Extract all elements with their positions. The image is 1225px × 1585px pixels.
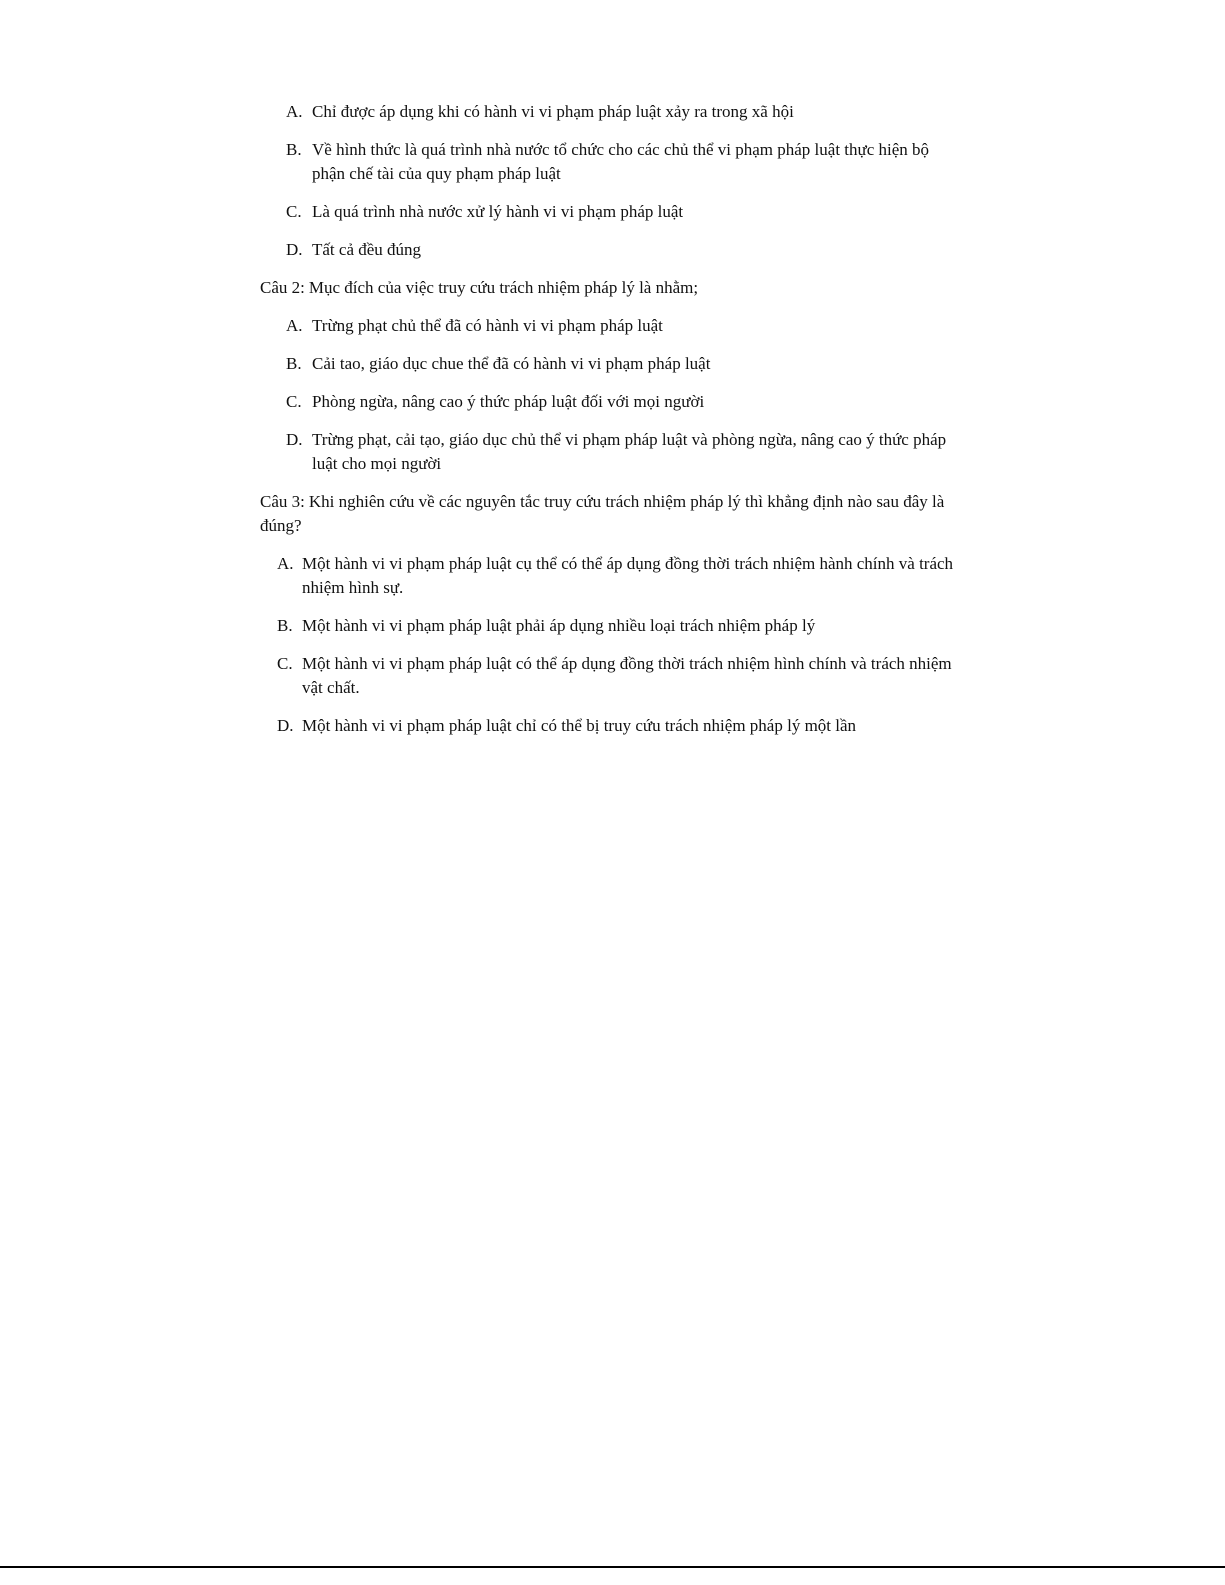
q3-option-c bbox=[260, 652, 960, 700]
question-label: Câu 2: bbox=[260, 278, 305, 297]
q3-option-a bbox=[260, 552, 960, 600]
q3-options bbox=[260, 552, 960, 738]
q1-option-d bbox=[260, 238, 960, 262]
q2-option-a bbox=[260, 314, 960, 338]
option-text: Phòng ngừa, nâng cao ý thức pháp luật đối với mọi người bbox=[312, 392, 705, 411]
option-text: Trừng phạt chủ thể đã có hành vi vi phạm pháp luật bbox=[312, 316, 663, 335]
q3-option-b bbox=[260, 614, 960, 638]
option-letter: B. bbox=[286, 354, 302, 373]
option-text: Tất cả đều đúng bbox=[312, 240, 422, 259]
option-letter: C. bbox=[286, 202, 302, 221]
q1-options bbox=[260, 100, 960, 262]
q3-question bbox=[260, 490, 960, 538]
q2-option-b bbox=[260, 352, 960, 376]
document-body bbox=[260, 100, 960, 752]
q2-question bbox=[260, 276, 960, 300]
option-text: Về hình thức là quá trình nhà nước tổ chức cho các chủ thể vi phạm pháp luật thực hiện bộ phận chế tài của quy phạm pháp luật bbox=[312, 140, 930, 183]
option-letter: C. bbox=[286, 392, 302, 411]
option-text: Một hành vi vi phạm pháp luật chỉ có thể bị truy cứu trách nhiệm pháp lý một lần bbox=[302, 716, 857, 735]
question-text: Khi nghiên cứu về các nguyên tắc truy cứu trách nhiệm pháp lý thì khẳng định nào sau đây là đúng? bbox=[260, 492, 945, 535]
option-text: Một hành vi vi phạm pháp luật cụ thể có thể áp dụng đồng thời trách nhiệm hành chính và trách nhiệm hình sự. bbox=[302, 554, 954, 597]
q2-options bbox=[260, 314, 960, 476]
option-letter: B. bbox=[286, 140, 302, 159]
option-text: Một hành vi vi phạm pháp luật phải áp dụng nhiều loại trách nhiệm pháp lý bbox=[302, 616, 816, 635]
page-bottom-rule bbox=[0, 1566, 1225, 1568]
question-label: Câu 3: bbox=[260, 492, 305, 511]
option-text: Cải tao, giáo dục chue thể đã có hành vi vi phạm pháp luật bbox=[312, 354, 711, 373]
option-letter: D. bbox=[286, 430, 303, 449]
option-letter: C. bbox=[277, 654, 293, 673]
q1-option-c bbox=[260, 200, 960, 224]
option-letter: A. bbox=[286, 102, 303, 121]
option-text: Là quá trình nhà nước xử lý hành vi vi phạm pháp luật bbox=[312, 202, 684, 221]
option-letter: B. bbox=[277, 616, 293, 635]
question-text: Mục đích của việc truy cứu trách nhiệm pháp lý là nhằm; bbox=[308, 278, 699, 297]
option-letter: A. bbox=[277, 554, 294, 573]
q3-option-d bbox=[260, 714, 960, 738]
option-letter: D. bbox=[286, 240, 303, 259]
q2-option-d bbox=[260, 428, 960, 476]
q2-option-c bbox=[260, 390, 960, 414]
option-letter: A. bbox=[286, 316, 303, 335]
q1-option-a bbox=[260, 100, 960, 124]
q1-option-b bbox=[260, 138, 960, 186]
option-text: Một hành vi vi phạm pháp luật có thể áp dụng đồng thời trách nhiệm hình chính và trách nhiệm vật chất. bbox=[302, 654, 952, 697]
option-text: Trừng phạt, cải tạo, giáo dục chủ thể vi phạm pháp luật và phòng ngừa, nâng cao ý thức pháp luật cho mọi người bbox=[312, 430, 947, 473]
option-text: Chỉ được áp dụng khi có hành vi vi phạm pháp luật xảy ra trong xã hội bbox=[312, 102, 794, 121]
option-letter: D. bbox=[277, 716, 294, 735]
